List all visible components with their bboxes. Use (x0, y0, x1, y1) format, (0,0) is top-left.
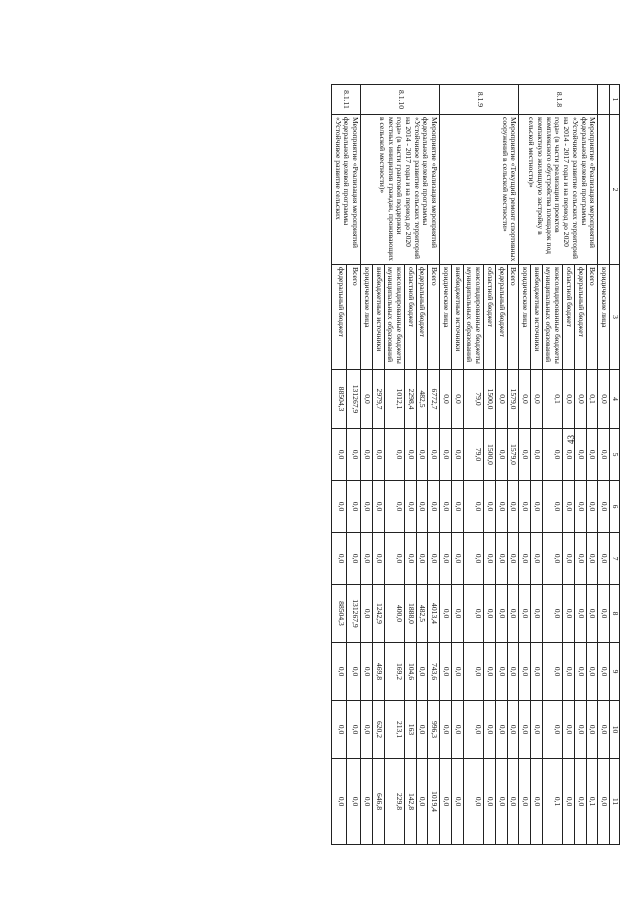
funding-source: областной бюджет (563, 265, 575, 370)
funding-source: внебюджетные источники (372, 265, 384, 370)
value-cell: 0,0 (384, 533, 404, 585)
value-cell: 229,8 (384, 759, 404, 845)
value-cell: 0,0 (451, 585, 463, 643)
value-cell: 0,0 (530, 759, 542, 845)
value-cell: 0,0 (463, 643, 483, 701)
value-cell: 0,0 (440, 585, 452, 643)
empty-cell (598, 85, 610, 115)
value-cell: 0,0 (519, 585, 531, 643)
table-row (346, 85, 361, 845)
value-cell: 0,0 (530, 429, 542, 481)
value-cell: 0,0 (507, 759, 519, 845)
value-cell: 0,0 (563, 533, 575, 585)
value-cell: 1500,0 (484, 370, 496, 429)
value-cell: 0,0 (519, 370, 531, 429)
value-cell: 0,0 (563, 370, 575, 429)
value-cell: 0,0 (598, 481, 610, 533)
value-cell: 0,0 (519, 429, 531, 481)
value-cell: 1242,9 (372, 585, 384, 643)
empty-cell (598, 115, 610, 265)
value-cell: 0,0 (428, 481, 440, 533)
value-cell: 0,0 (598, 701, 610, 759)
funding-source: Всего (507, 265, 519, 370)
value-cell: 0,0 (405, 429, 417, 481)
funding-source: внебюджетные источники (451, 265, 463, 370)
budget-table (331, 84, 620, 845)
value-cell: 1579,0 (507, 370, 519, 429)
value-cell: 0,0 (372, 481, 384, 533)
value-cell: 0,0 (586, 429, 598, 481)
value-cell: 0,0 (484, 759, 496, 845)
value-cell: 0,0 (440, 429, 452, 481)
value-cell: 0,0 (440, 370, 452, 429)
value-cell: 0,0 (332, 533, 347, 585)
value-cell: 0,0 (463, 481, 483, 533)
value-cell: 1019,4 (428, 759, 440, 845)
value-cell: 0,0 (384, 429, 404, 481)
funding-source: юридические лица (440, 265, 452, 370)
value-cell: 0,0 (451, 429, 463, 481)
value-cell: 88504,3 (332, 370, 347, 429)
column-header: 7 (610, 533, 620, 585)
value-cell: 0,0 (574, 759, 586, 845)
value-cell: 0,0 (346, 429, 361, 481)
value-cell: 0,0 (416, 481, 428, 533)
value-cell: 0,0 (405, 481, 417, 533)
value-cell: 743,6 (428, 643, 440, 701)
value-cell: 0,0 (495, 533, 507, 585)
value-cell: 2979,7 (372, 370, 384, 429)
value-cell: 0,0 (361, 429, 373, 481)
measure-id: 8.1.8 (519, 85, 598, 115)
value-cell: 0,0 (574, 643, 586, 701)
value-cell: 0,0 (542, 643, 562, 701)
measure-id: 8.1.10 (361, 85, 440, 115)
value-cell: 0,0 (542, 533, 562, 585)
funding-source: консолидированные бюджеты муниципальных образований (542, 265, 562, 370)
value-cell: 0,0 (542, 481, 562, 533)
measure-name: Мероприятие «Реализация мероприятий федеральной целевой программы «Устойчивое развитие сельских (332, 115, 361, 265)
value-cell: 0,0 (361, 701, 373, 759)
value-cell: 0,0 (440, 701, 452, 759)
table-row (598, 85, 610, 845)
value-cell: 0,0 (451, 701, 463, 759)
funding-source: областной бюджет (484, 265, 496, 370)
column-header: 9 (610, 643, 620, 701)
column-header: 5 (610, 429, 620, 481)
value-cell: 163 (405, 701, 417, 759)
value-cell: 0,0 (346, 759, 361, 845)
value-cell: 169,2 (384, 643, 404, 701)
column-header: 6 (610, 481, 620, 533)
funding-source: юридические лица (361, 265, 373, 370)
value-cell: 0,0 (463, 585, 483, 643)
value-cell: 0,0 (484, 701, 496, 759)
value-cell: 0,0 (451, 533, 463, 585)
value-cell: 0,0 (507, 643, 519, 701)
header-row (610, 85, 620, 845)
value-cell: 0,0 (428, 429, 440, 481)
value-cell: 0,0 (563, 481, 575, 533)
value-cell: 0,0 (332, 643, 347, 701)
value-cell: 0,0 (416, 759, 428, 845)
value-cell: 0,0 (598, 533, 610, 585)
value-cell: 0,0 (530, 370, 542, 429)
column-header: 10 (610, 701, 620, 759)
funding-source: Всего (428, 265, 440, 370)
value-cell: 0,0 (563, 585, 575, 643)
value-cell: 0,0 (361, 643, 373, 701)
value-cell: 0,0 (586, 481, 598, 533)
value-cell: 0,0 (495, 643, 507, 701)
value-cell: 0,0 (598, 585, 610, 643)
value-cell: 1579,0 (507, 429, 519, 481)
value-cell: 0,0 (574, 481, 586, 533)
value-cell: 0,0 (361, 481, 373, 533)
value-cell: 0,0 (484, 643, 496, 701)
table-row (428, 85, 440, 845)
value-cell: 0,0 (416, 533, 428, 585)
value-cell: 0,0 (416, 701, 428, 759)
funding-source: юридические лица (519, 265, 531, 370)
value-cell: 0,0 (519, 643, 531, 701)
value-cell: 0,0 (586, 533, 598, 585)
column-header: 3 (610, 265, 620, 370)
value-cell: 0,0 (405, 533, 417, 585)
value-cell: 0,0 (463, 759, 483, 845)
value-cell: 0,0 (361, 370, 373, 429)
funding-source: юридические лица (598, 265, 610, 370)
funding-source: консолидированные бюджеты муниципальных образований (463, 265, 483, 370)
value-cell: 0,0 (346, 481, 361, 533)
value-cell: 0,1 (542, 759, 562, 845)
value-cell: 142,8 (405, 759, 417, 845)
value-cell: 0,0 (563, 701, 575, 759)
value-cell: 0,0 (598, 370, 610, 429)
value-cell: 0,0 (574, 370, 586, 429)
measure-name: Мероприятие «Реализация мероприятий федеральной целевой программы «Устойчивое развитие сельских территорий на 2014 - 2017 годы и на период до 2020 года» (в части грантовой поддержки местных инициатив граждан, проживающих в сельской местности)» (361, 115, 440, 265)
value-cell: 0,0 (563, 429, 575, 481)
column-header: 2 (610, 115, 620, 265)
value-cell: 0,0 (519, 481, 531, 533)
funding-source: федеральный бюджет (416, 265, 428, 370)
value-cell: 1500,0 (484, 429, 496, 481)
value-cell: 0,0 (332, 701, 347, 759)
measure-name: Мероприятие «Реализация мероприятий федеральной целевой программы «Устойчивое развитие сельских территорий на 2014 - 2017 годы и на период до 2020 года» (в части реализации проектов комплексного обустройства площадок под компактную жилищную застройку в сельской местности)» (519, 115, 598, 265)
value-cell: 0,0 (530, 701, 542, 759)
page-number: 43 (566, 435, 576, 444)
measure-name: Мероприятие «Текущий ремонт спортивных сооружений в сельской местности» (440, 115, 519, 265)
value-cell: 0,0 (463, 701, 483, 759)
value-cell: 2298,4 (405, 370, 417, 429)
value-cell: 0,0 (451, 370, 463, 429)
value-cell: 0,0 (507, 701, 519, 759)
value-cell: 0,0 (384, 481, 404, 533)
value-cell: 0,0 (530, 481, 542, 533)
value-cell: 131267,9 (346, 370, 361, 429)
value-cell: 0,0 (519, 533, 531, 585)
column-header: 4 (610, 370, 620, 429)
value-cell: 0,0 (530, 585, 542, 643)
value-cell: 0,0 (598, 429, 610, 481)
value-cell: 646,8 (372, 759, 384, 845)
column-header: 8 (610, 585, 620, 643)
measure-id: 8.1.11 (332, 85, 361, 115)
value-cell: 104,6 (405, 643, 417, 701)
value-cell: 0,0 (484, 533, 496, 585)
value-cell: 0,0 (586, 643, 598, 701)
value-cell: 0,0 (332, 759, 347, 845)
value-cell: 0,1 (586, 759, 598, 845)
value-cell: 0,0 (574, 585, 586, 643)
value-cell: 4013,4 (428, 585, 440, 643)
value-cell: 0,0 (346, 643, 361, 701)
value-cell: 0,0 (519, 759, 531, 845)
value-cell: 1888,0 (405, 585, 417, 643)
value-cell: 0,0 (346, 533, 361, 585)
value-cell: 0,0 (416, 429, 428, 481)
funding-source: консолидированные бюджеты муниципальных образований (384, 265, 404, 370)
table-row (507, 85, 519, 845)
value-cell: 620,2 (372, 701, 384, 759)
value-cell: 88504,3 (332, 585, 347, 643)
value-cell: 0,0 (440, 481, 452, 533)
value-cell: 79,0 (463, 370, 483, 429)
value-cell: 0,0 (451, 481, 463, 533)
value-cell: 0,0 (574, 429, 586, 481)
value-cell: 0,0 (451, 643, 463, 701)
value-cell: 1012,1 (384, 370, 404, 429)
value-cell: 0,1 (586, 370, 598, 429)
value-cell: 0,1 (542, 370, 562, 429)
value-cell: 0,0 (507, 481, 519, 533)
value-cell: 0,0 (530, 643, 542, 701)
value-cell: 0,0 (563, 643, 575, 701)
value-cell: 0,0 (332, 481, 347, 533)
measure-id: 8.1.9 (440, 85, 519, 115)
value-cell: 0,0 (416, 643, 428, 701)
budget-table-sheet (90, 84, 620, 844)
value-cell: 469,8 (372, 643, 384, 701)
value-cell: 0,0 (495, 759, 507, 845)
funding-source: Всего (586, 265, 598, 370)
funding-source: федеральный бюджет (574, 265, 586, 370)
column-header: 11 (610, 759, 620, 845)
value-cell: 0,0 (463, 533, 483, 585)
value-cell: 0,0 (451, 759, 463, 845)
value-cell: 482,5 (416, 585, 428, 643)
value-cell: 0,0 (586, 701, 598, 759)
value-cell: 0,0 (332, 429, 347, 481)
value-cell: 0,0 (563, 759, 575, 845)
value-cell: 0,0 (519, 701, 531, 759)
value-cell: 0,0 (574, 533, 586, 585)
value-cell: 0,0 (495, 481, 507, 533)
funding-source: федеральный бюджет (332, 265, 347, 370)
value-cell: 996,3 (428, 701, 440, 759)
value-cell: 0,0 (361, 759, 373, 845)
value-cell: 0,0 (542, 585, 562, 643)
value-cell: 0,0 (542, 429, 562, 481)
value-cell: 0,0 (530, 533, 542, 585)
value-cell: 0,0 (372, 429, 384, 481)
value-cell: 0,0 (507, 585, 519, 643)
value-cell: 0,0 (361, 585, 373, 643)
value-cell: 0,0 (372, 533, 384, 585)
value-cell: 0,0 (598, 643, 610, 701)
value-cell: 213,1 (384, 701, 404, 759)
value-cell: 0,0 (495, 701, 507, 759)
value-cell: 0,0 (586, 585, 598, 643)
value-cell: 0,0 (574, 701, 586, 759)
value-cell: 0,0 (495, 429, 507, 481)
value-cell: 0,0 (484, 481, 496, 533)
value-cell: 400,0 (384, 585, 404, 643)
value-cell: 131267,9 (346, 585, 361, 643)
value-cell: 0,0 (440, 759, 452, 845)
funding-source: федеральный бюджет (495, 265, 507, 370)
value-cell: 0,0 (495, 585, 507, 643)
value-cell: 6772,7 (428, 370, 440, 429)
table-body (332, 85, 610, 845)
funding-source: областной бюджет (405, 265, 417, 370)
value-cell: 0,0 (598, 759, 610, 845)
table-row (586, 85, 598, 845)
funding-source: Всего (346, 265, 361, 370)
funding-source: внебюджетные источники (530, 265, 542, 370)
value-cell: 0,0 (440, 643, 452, 701)
value-cell: 0,0 (495, 370, 507, 429)
value-cell: 0,0 (346, 701, 361, 759)
value-cell: 79,0 (463, 429, 483, 481)
value-cell: 0,0 (440, 533, 452, 585)
column-header: 1 (610, 85, 620, 115)
value-cell: 482,5 (416, 370, 428, 429)
value-cell: 0,0 (361, 533, 373, 585)
value-cell: 0,0 (507, 533, 519, 585)
value-cell: 0,0 (428, 533, 440, 585)
value-cell: 0,0 (542, 701, 562, 759)
value-cell: 0,0 (484, 585, 496, 643)
